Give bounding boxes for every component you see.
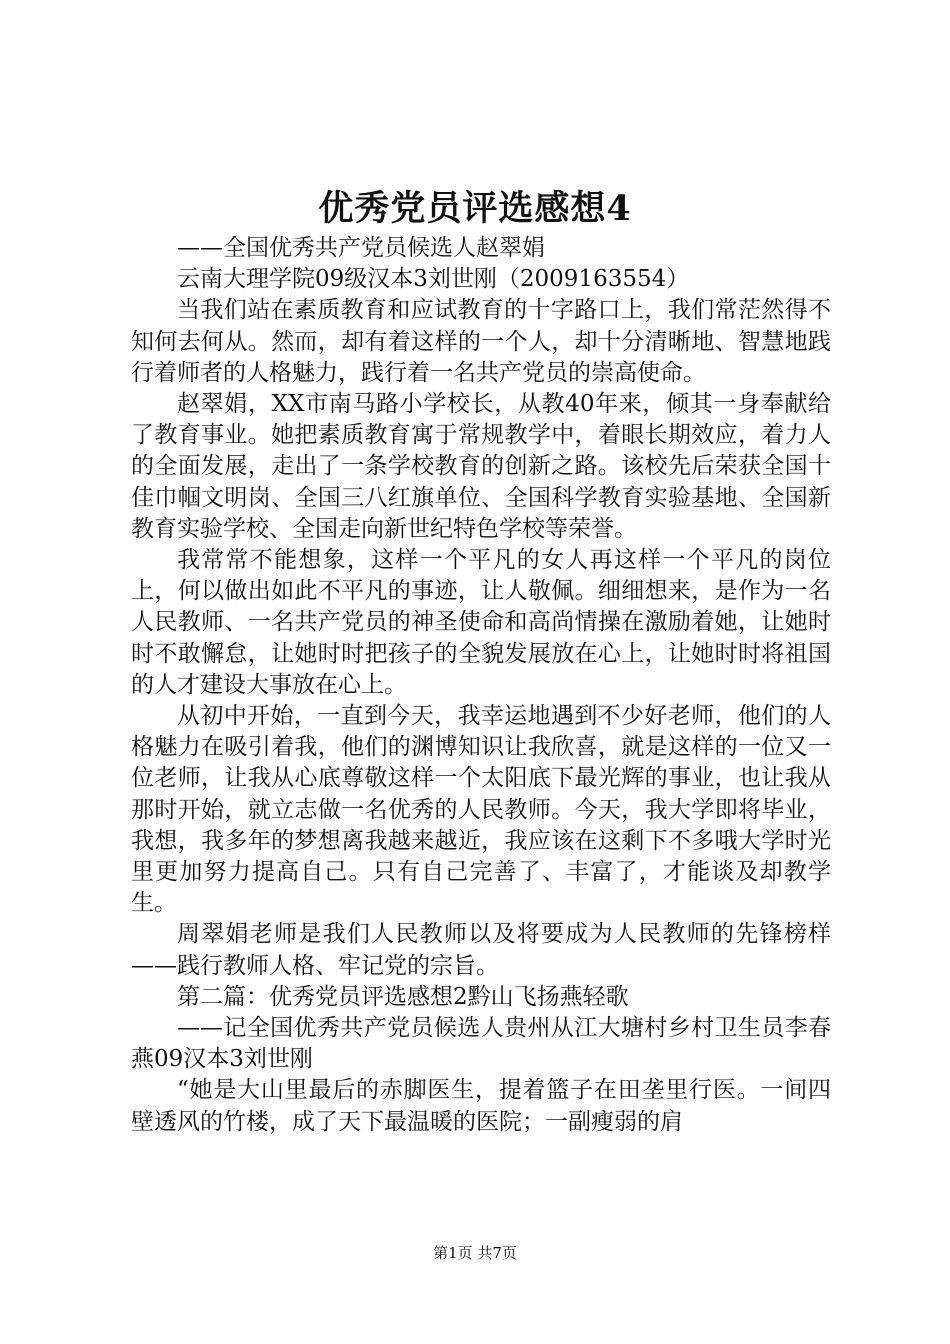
body-paragraph: 当我们站在素质教育和应试教育的十字路口上，我们常茫然得不知何去何从。然而，却有着这样的一个人，却十分清晰地、智慧地践行着师者的人格魅力，践行着一名共产党员的崇高使命。 (131, 297, 831, 386)
document-title: 优秀党员评选感想4 (318, 188, 632, 229)
document-body (131, 233, 831, 1138)
second-article-heading: 第二篇：优秀党员评选感想2黔山飞扬燕轻歌 (177, 983, 629, 1010)
body-paragraph: “她是大山里最后的赤脚医生，提着篮子在田垄里行医。一间四壁透风的竹楼，成了天下最温暖的医院；一副瘦弱的肩 (131, 1077, 831, 1135)
body-paragraph: 我常常不能想象，这样一个平凡的女人再这样一个平凡的岗位上，何以做出如此不平凡的事迹，让人敬佩。细细想来，是作为一名人民教师、一名共产党员的神圣使命和高尚情操在激励着她，让她时时不敢懈怠，让她时时把孩子的全貌发展放在心上，让她时时将祖国的人才建设大事放在心上。 (131, 547, 831, 698)
second-article-subtitle: ——记全国优秀共产党员候选人贵州从江大塘村乡村卫生员李春燕09汉本3刘世刚 (131, 1015, 831, 1073)
page-number-footer: 第1页 共7页 (433, 1244, 517, 1262)
body-paragraph: 赵翠娟，XX市南马路小学校长，从教40年来，倾其一身奉献给了教育事业。她把素质教育寓于常规教学中，着眼长期效应，着力人的全面发展，走出了一条学校教育的创新之路。该校先后荣获全国十佳巾帼文明岗、全国三八红旗单位、全国科学教育实验基地、全国新教育实验学校、全国走向新世纪特色学校等荣誉。 (131, 391, 831, 542)
subtitle-candidate: ——全国优秀共产党员候选人赵翠娟 (177, 235, 545, 261)
body-paragraph: 周翠娟老师是我们人民教师以及将要成为人民教师的先锋榜样——践行教师人格、牢记党的宗旨。 (131, 921, 831, 979)
author-line: 云南大理学院09级汉本3刘世刚（2009163554） (177, 266, 690, 293)
body-paragraph: 从初中开始，一直到今天，我幸运地遇到不少好老师，他们的人格魅力在吸引着我，他们的渊博知识让我欣喜，就是这样的一位又一位老师，让我从心底尊敬这样一个太阳底下最光辉的事业，也让我从那时开始，就立志做一名优秀的人民教师。今天，我大学即将毕业，我想，我多年的梦想离我越来越近，我应该在这剩下不多哦大学时光里更加努力提高自己。只有自己完善了、丰富了，才能谈及却教学生。 (131, 703, 831, 917)
